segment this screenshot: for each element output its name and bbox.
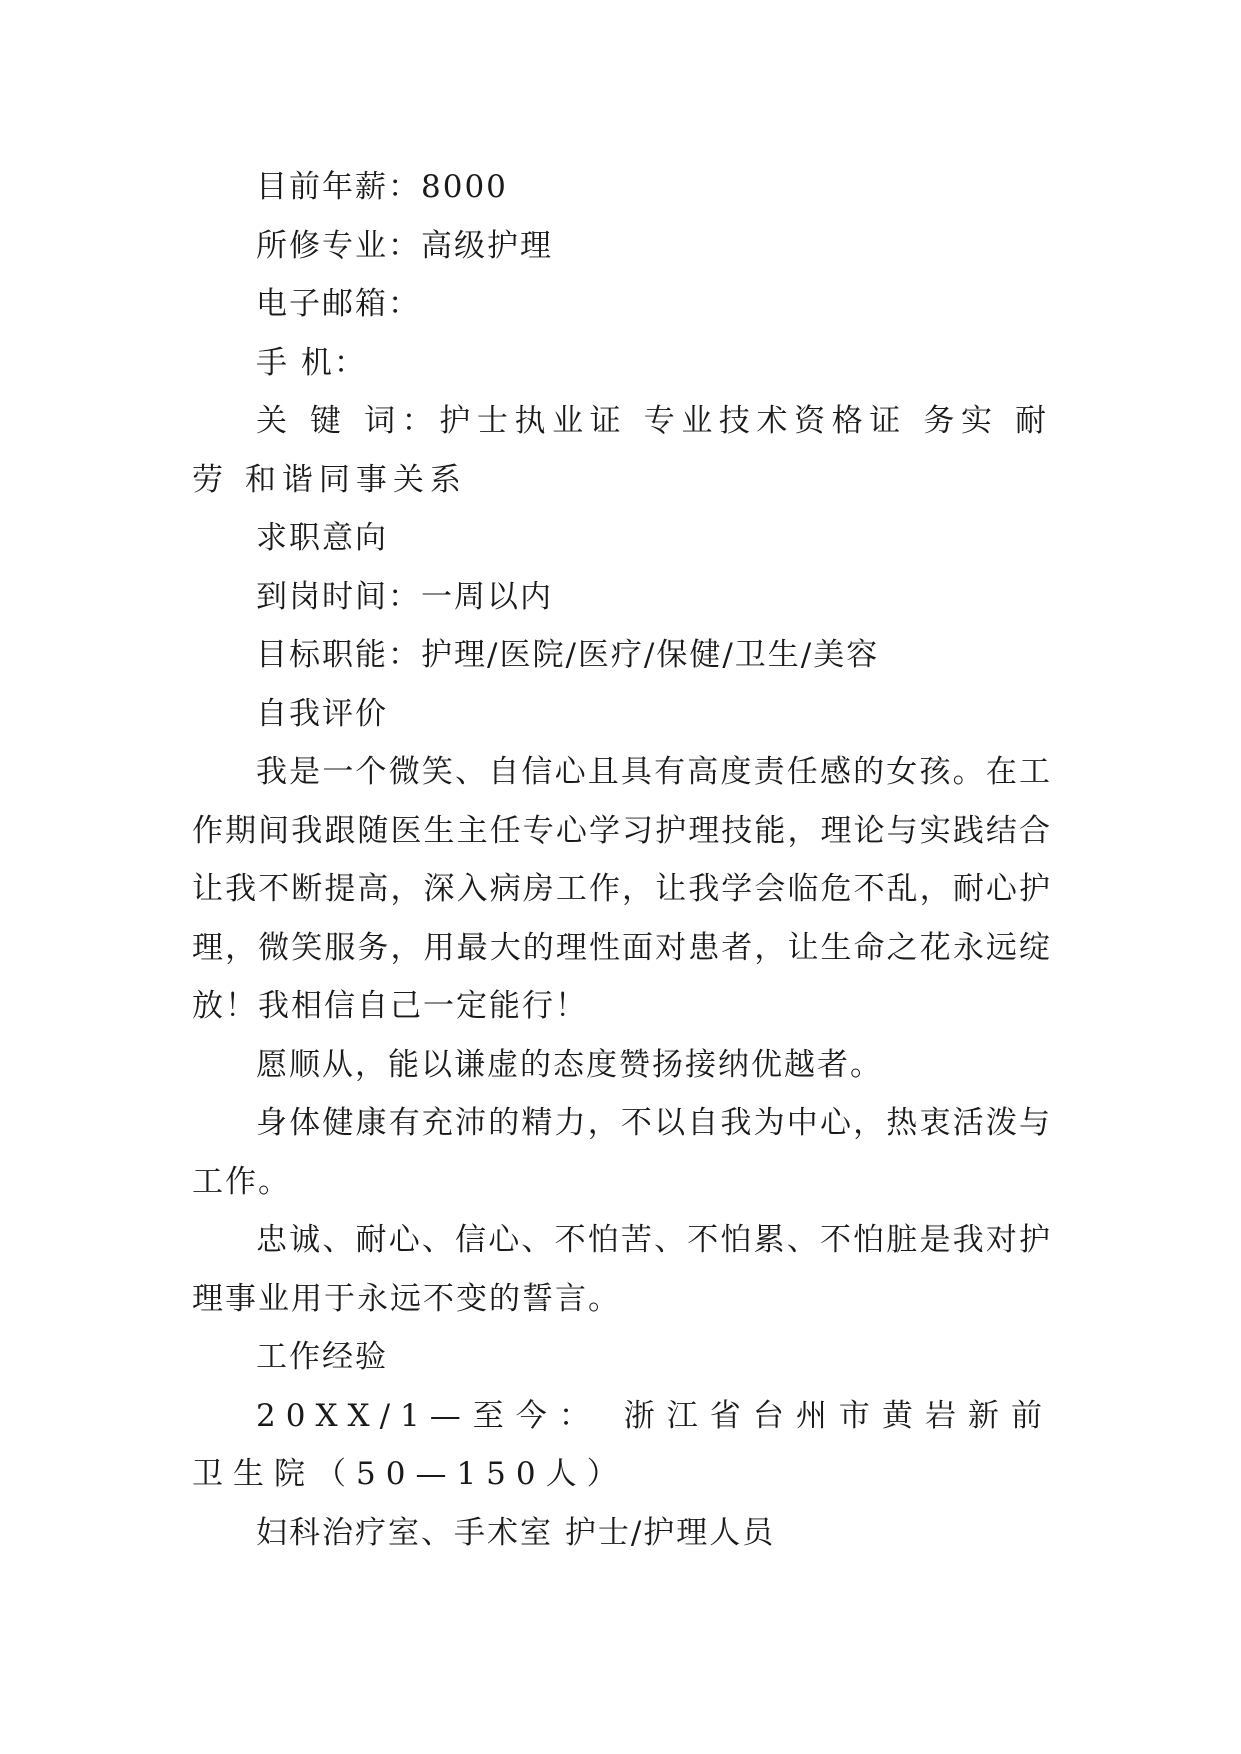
intent-heading: 求职意向 [256, 520, 388, 556]
major-line: 所修专业：高级护理 [256, 227, 553, 264]
work-entry-2: 妇科治疗室、手术室 护士/护理人员 [256, 1514, 776, 1551]
email-line: 电子邮箱： [256, 286, 421, 322]
target-function-line: 目标职能：护理/医院/医疗/保健/卫生/美容 [256, 637, 880, 673]
keywords-line: 关 键 词：护士执业证 专业技术资格证 务实 耐劳 和谐同事关系 [192, 403, 1052, 498]
self-eval-paragraph-2: 愿顺从，能以谦虚的态度赞扬接纳优越者。 [256, 1046, 883, 1083]
self-eval-paragraph-1: 我是一个微笑、自信心且具有高度责任感的女孩。在工作期间我跟随医生主任专心学习护理技能，理论与实践结合让我不断提高，深入病房工作，让我学会临危不乱，耐心护理，微笑服务，用最大的理性面对患者，让生命之花永远绽放！我相信自己一定能行！ [192, 754, 1052, 1024]
phone-line: 手 机： [256, 344, 367, 381]
self-eval-paragraph-4: 忠诚、耐心、信心、不怕苦、不怕累、不怕脏是我对护理事业用于永远不变的誓言。 [192, 1222, 1052, 1317]
salary-line: 目前年薪：8000 [256, 169, 508, 205]
work-entry-1: 20XX/1—至今： 浙江省台州市黄岩新前卫生院（50—150人） [192, 1397, 1052, 1492]
self-eval-paragraph-3: 身体健康有充沛的精力，不以自我为中心，热衷活泼与工作。 [192, 1105, 1052, 1200]
document-body [192, 158, 1052, 1562]
work-heading: 工作经验 [256, 1339, 388, 1375]
self-eval-heading: 自我评价 [256, 695, 388, 732]
arrival-line: 到岗时间：一周以内 [256, 578, 553, 615]
